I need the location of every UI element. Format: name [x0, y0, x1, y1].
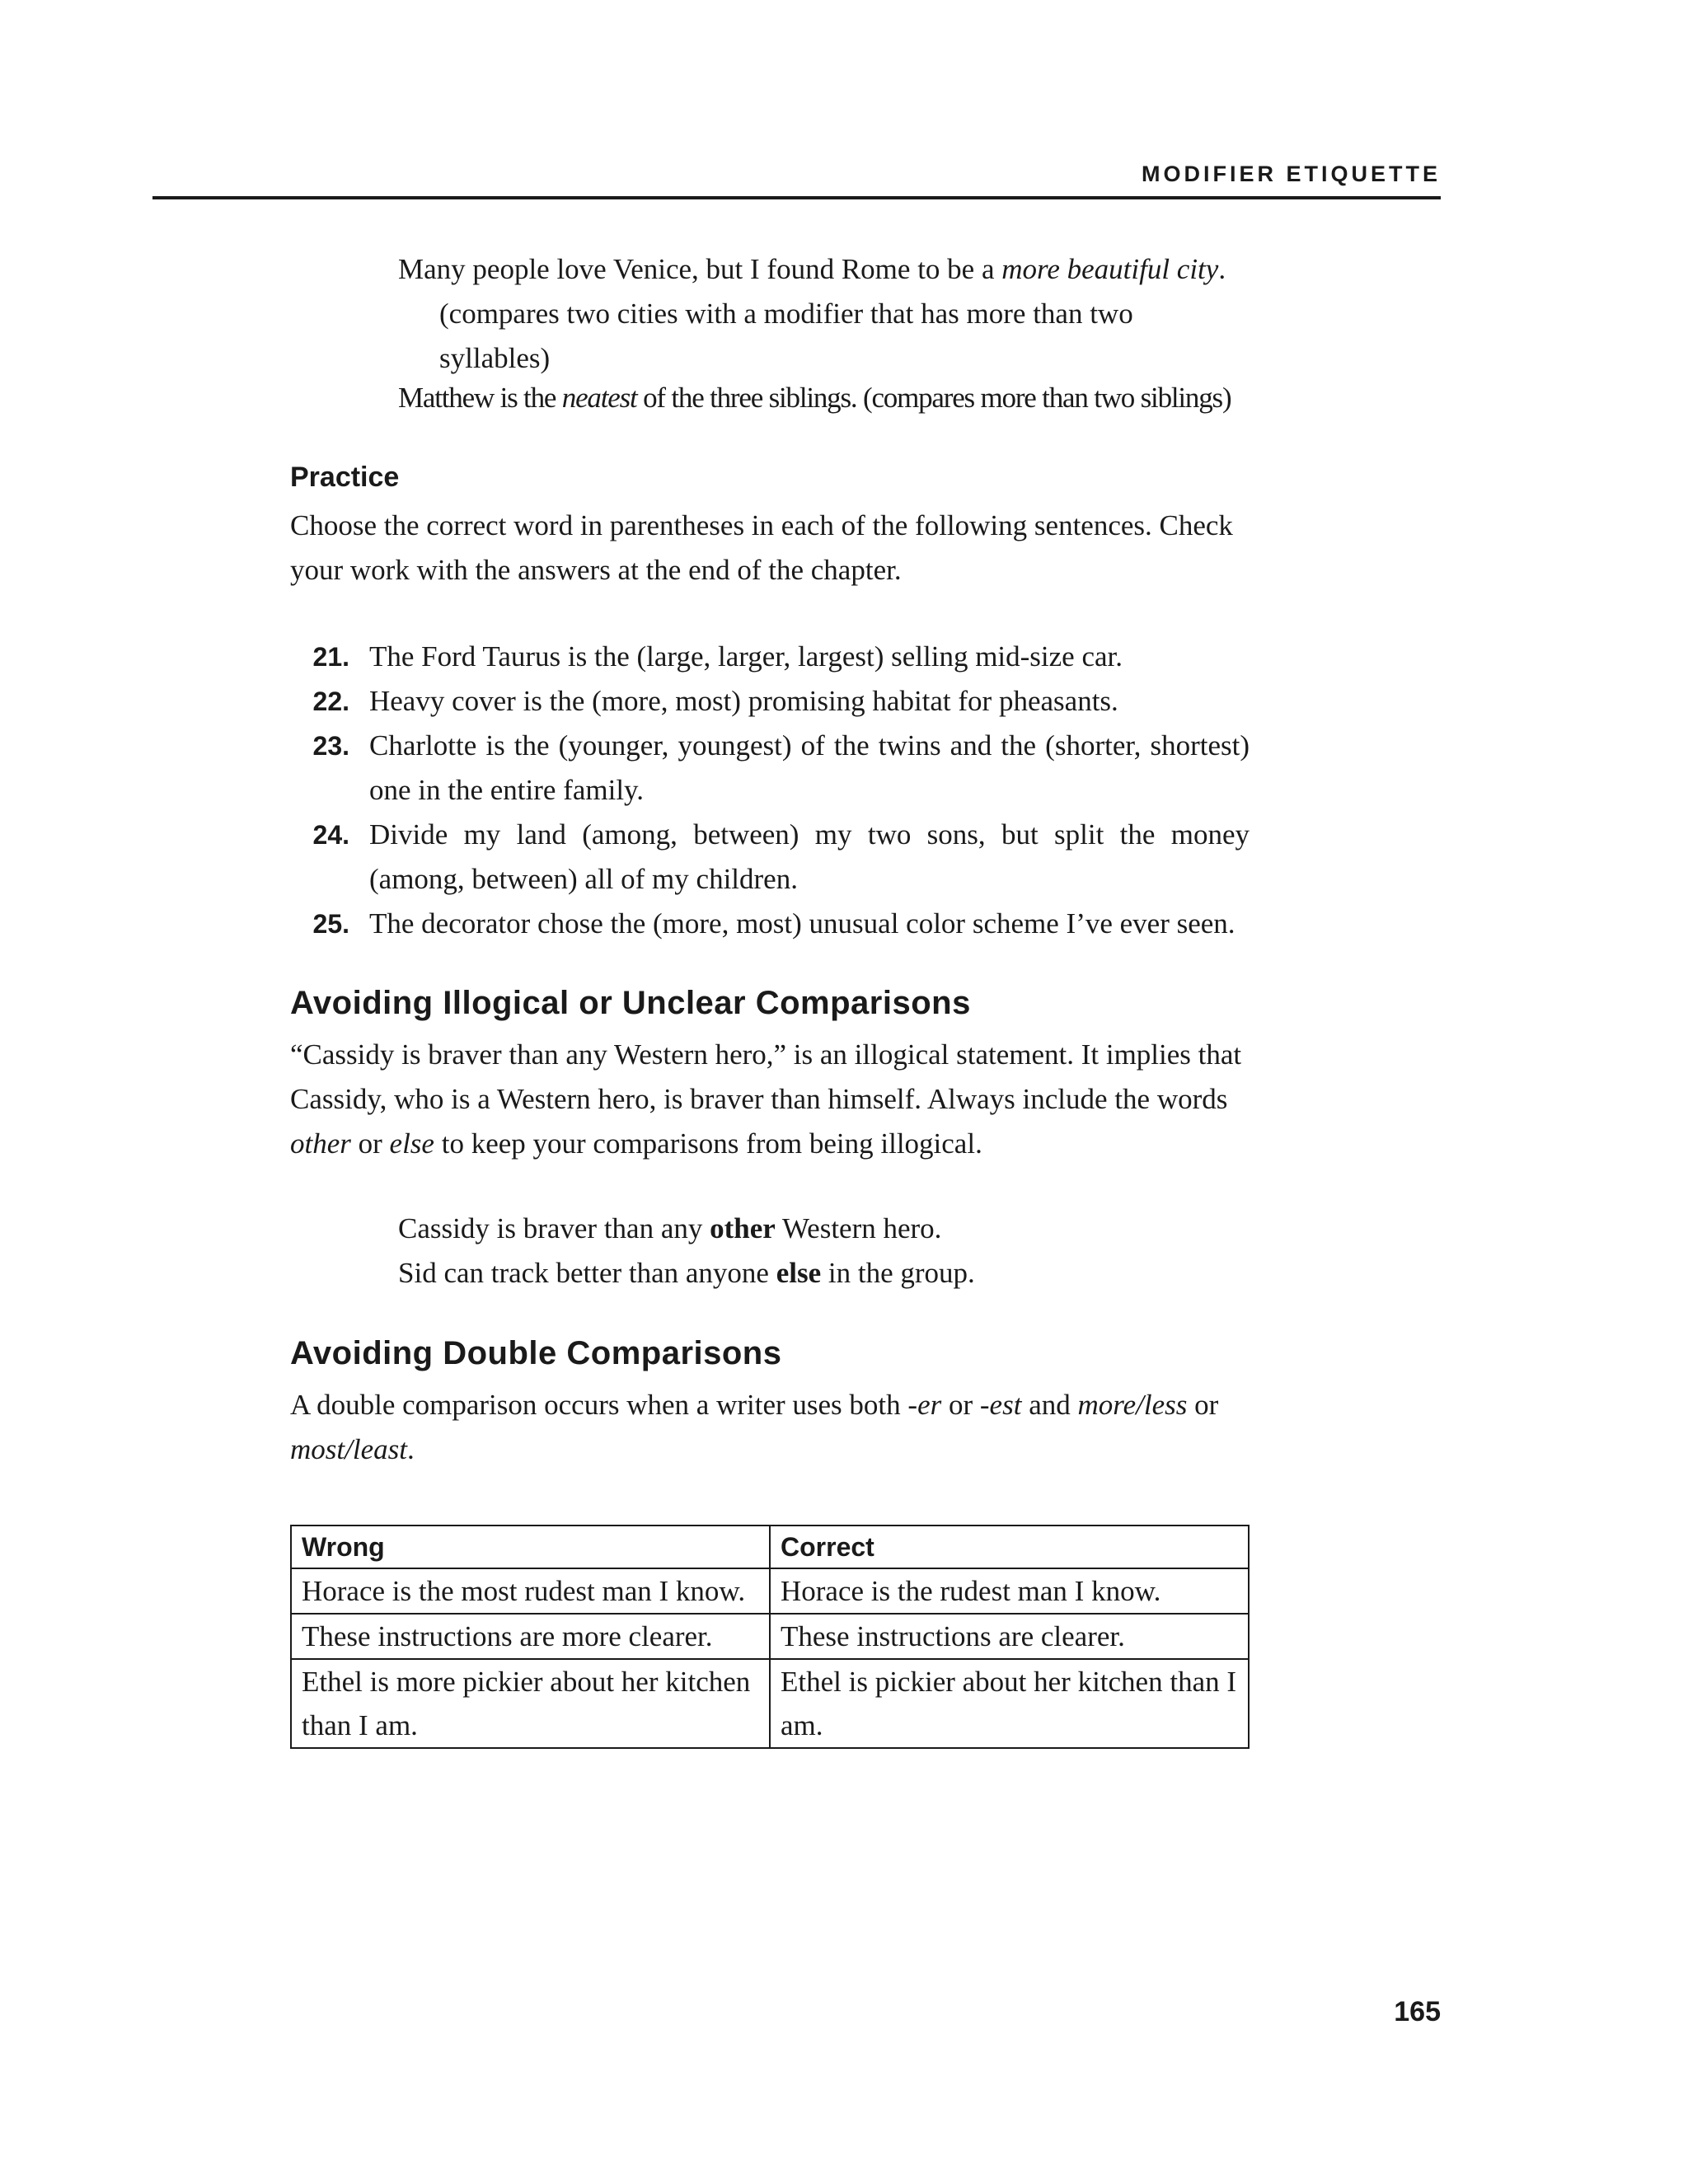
example-text: of the three siblings. (compares more than two siblings)	[636, 382, 1231, 414]
example-text: Cassidy is braver than any	[398, 1212, 710, 1244]
example-italic: more beautiful city	[1001, 253, 1219, 285]
question-number: 25.	[312, 909, 349, 939]
paragraph-italic: else	[389, 1127, 434, 1160]
example-sentence	[398, 1207, 1250, 1251]
table-header-row	[291, 1526, 1249, 1568]
question-item	[290, 813, 1250, 902]
question-number: 24.	[312, 820, 349, 850]
section-heading-illogical: Avoiding Illogical or Unclear Comparisons	[290, 985, 971, 1021]
page-number: 165	[1394, 1996, 1441, 2027]
paragraph-text: or	[1187, 1389, 1219, 1421]
question-text: The decorator chose the (more, most) unusual color scheme I’ve ever seen.	[369, 907, 1236, 940]
paragraph-text: “Cassidy is braver than any Western hero,” is an illogical statement. It implies that Cassidy, who is a Western hero, is braver than himself. Always include the words	[290, 1038, 1242, 1115]
paragraph-text: to keep your comparisons from being illogical.	[434, 1127, 982, 1160]
example-bold: else	[776, 1257, 822, 1289]
practice-heading: Practice	[290, 462, 400, 493]
paragraph-text: .	[406, 1433, 415, 1465]
running-head: MODIFIER ETIQUETTE	[1141, 162, 1441, 186]
table-cell-wrong: Ethel is more pickier about her kitchen than I am.	[291, 1659, 770, 1748]
question-number: 22.	[312, 687, 349, 716]
example-text: Sid can track better than anyone	[398, 1257, 776, 1289]
paragraph-double	[290, 1383, 1250, 1472]
example-text: Western hero.	[775, 1212, 942, 1244]
comparison-table	[290, 1525, 1250, 1749]
paragraph-italic: other	[290, 1127, 351, 1160]
table-cell-correct: Ethel is pickier about her kitchen than I am.	[770, 1659, 1249, 1748]
question-text: Charlotte is the (younger, youngest) of the twins and the (shorter, shortest) one in the entire family.	[369, 729, 1250, 806]
question-item	[290, 635, 1250, 679]
example-comparative	[398, 247, 1250, 381]
example-note: (compares two cities with a modifier that has more than two syllables)	[439, 298, 1133, 374]
practice-instructions: Choose the correct word in parentheses in each of the following sentences. Check your work with the answers at the end of the chapter.	[290, 509, 1233, 586]
table-header-wrong: Wrong	[291, 1526, 770, 1568]
example-superlative	[398, 376, 1250, 420]
example-text: Many people love Venice, but I found Rome to be a	[398, 253, 1002, 285]
question-item	[290, 724, 1250, 813]
table-cell-correct: Horace is the rudest man I know.	[770, 1568, 1249, 1614]
table-cell-correct: These instructions are clearer.	[770, 1614, 1249, 1659]
table-header-correct: Correct	[770, 1526, 1249, 1568]
table-row	[291, 1614, 1249, 1659]
table-row	[291, 1568, 1249, 1614]
question-text: Divide my land (among, between) my two sons, but split the money (among, between) all of my children.	[369, 818, 1250, 895]
example-other-else	[398, 1207, 1250, 1296]
example-italic: neatest	[561, 382, 637, 414]
question-item	[290, 902, 1250, 946]
practice-question-list	[290, 635, 1250, 946]
table-cell-wrong: Horace is the most rudest man I know.	[291, 1568, 770, 1614]
question-number: 21.	[312, 642, 349, 672]
paragraph-text: or	[350, 1127, 390, 1160]
example-sentence	[398, 1251, 1250, 1296]
paragraph-italic: more/less	[1077, 1389, 1188, 1421]
example-text: in the group.	[821, 1257, 975, 1289]
example-sentence	[398, 247, 1250, 292]
paragraph-italic: -est	[979, 1389, 1022, 1421]
question-number: 23.	[312, 731, 349, 761]
example-bold: other	[710, 1212, 776, 1244]
paragraph-italic: most/least	[290, 1433, 407, 1465]
paragraph-text: A double comparison occurs when a writer uses both	[290, 1389, 908, 1421]
header-rule	[152, 196, 1441, 199]
table-cell-wrong: These instructions are more clearer.	[291, 1614, 770, 1659]
example-text: Matthew is the	[398, 382, 562, 414]
question-item	[290, 679, 1250, 724]
section-heading-double: Avoiding Double Comparisons	[290, 1335, 782, 1371]
question-text: The Ford Taurus is the (large, larger, largest) selling mid-size car.	[369, 640, 1123, 673]
table-row	[291, 1659, 1249, 1748]
paragraph-text: or	[941, 1389, 980, 1421]
example-punct: .	[1218, 253, 1226, 285]
paragraph-text: and	[1021, 1389, 1078, 1421]
paragraph-illogical	[290, 1033, 1250, 1166]
question-text: Heavy cover is the (more, most) promising habitat for pheasants.	[369, 685, 1118, 717]
paragraph-italic: -er	[907, 1389, 942, 1421]
